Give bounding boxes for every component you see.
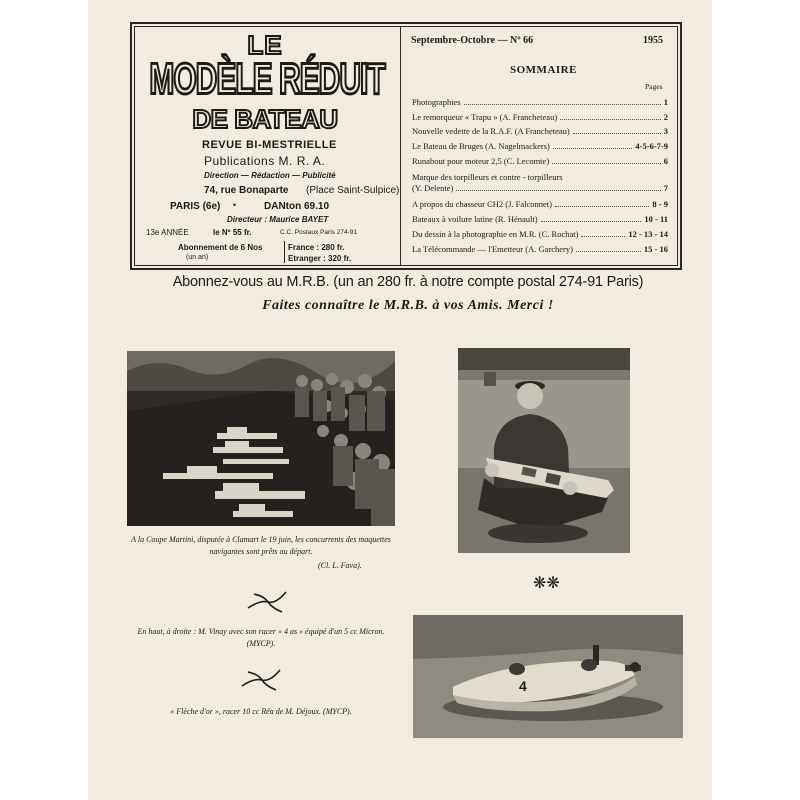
swirl-ornament-2 — [240, 668, 282, 697]
fleche-dor-caption: « Flèche d'or », racer 10 cc Réa de M. Déjoux. (MYCP). — [170, 707, 352, 716]
asterism-ornament: ❋❋ — [533, 575, 560, 592]
toc-entry: La Télécommande — l'Emetteur (A. Garchery) 15 - 16 — [412, 244, 668, 254]
postal-account: C.C. Postaux Paris 274-91 — [280, 229, 357, 236]
toc-entry: Photographies 1 — [412, 97, 668, 107]
toc-entry: Nouvelle vedette de la R.A.F. (A Francheteau) 3 — [412, 126, 668, 136]
price-france: France : 280 fr. — [288, 243, 345, 252]
regatta-credit: (Cl. L. Fava). — [318, 561, 362, 570]
address-place: (Place Saint-Sulpice) — [306, 185, 400, 196]
publisher: Publications M. R. A. — [204, 154, 326, 168]
subscription-note: (un an) — [186, 254, 209, 261]
price-abroad: Etranger : 320 fr. — [288, 254, 352, 263]
toc-entry: Runabout pour moteur 2,5 (C. Lecomte) 6 — [412, 156, 668, 166]
toc-entry: Le remorqueur « Trapu » (A. Francheteau) 2 — [412, 112, 668, 122]
header-divider — [400, 26, 401, 266]
city: PARIS (6e) — [170, 201, 221, 212]
issue-year: 1955 — [643, 35, 663, 46]
boat-number: 4 — [519, 678, 527, 694]
toc-pages-label: Pages — [645, 82, 663, 91]
bullet-dot: • — [233, 200, 237, 210]
racer-owner-caption: En haut, à droite : M. Vinay avec son racer « 4 as » équipé d'un 5 cc Micron. (MYCP). — [137, 627, 385, 648]
racer-owner-photo — [458, 348, 630, 553]
toc-entry: Bateaux à voilure latine (R. Hénault) 10 - 11 — [412, 214, 668, 224]
roles: Direction — Rédaction — Publicité — [204, 171, 336, 180]
toc-entry: Marque des torpilleurs et contre - torpilleurs — [412, 172, 563, 182]
toc-heading: SOMMAIRE — [510, 64, 577, 76]
logo-line-3: DE BATEAU — [192, 104, 338, 134]
subtitle: REVUE BI-MESTRIELLE — [202, 139, 337, 151]
issue-period: Septembre-Octobre — Nº 66 — [411, 35, 534, 46]
phone: DANton 69.10 — [264, 201, 330, 212]
toc-entry-continued: (Y. Delente) 7 — [412, 183, 668, 193]
swirl-ornament-1 — [246, 590, 288, 619]
toc-entry: Du dessin à la photographie en M.R. (C. Rochat) 12 - 13 - 14 — [412, 229, 668, 239]
racer-boat-photo — [413, 615, 683, 738]
director: Directeur : Maurice BAYET — [227, 215, 329, 224]
logo-line-1: LE — [247, 30, 283, 60]
regatta-photo — [127, 351, 395, 526]
subscription: Abonnement de 6 Nos — [178, 243, 263, 252]
subscribe-banner: Abonnez-vous au M.R.B. (un an 280 fr. à notre compte postal 274-91 Paris) — [172, 274, 644, 290]
address: 74, rue Bonaparte — [204, 185, 289, 196]
friends-banner: Faites connaître le M.R.B. à vos Amis. Merci ! — [262, 298, 554, 313]
toc-entry: A propos du chasseur CH2 (J. Falconnet) 8 - 9 — [412, 199, 668, 209]
toc-entry: Le Bateau de Bruges (A. Nagelmackers) 4-5-6-7-9 — [412, 141, 668, 151]
regatta-caption: A la Coupe Martini, disputée à Clamart le 19 juin, les concurrents des maquettes navigantes sont prêts au départ. — [131, 535, 391, 556]
logo-line-2: MODÈLE RÉDUIT — [149, 56, 385, 104]
price-bracket — [284, 241, 285, 263]
year: 13e ANNÉE — [146, 228, 189, 237]
single-issue-price: le Nº 55 fr. — [213, 228, 252, 237]
